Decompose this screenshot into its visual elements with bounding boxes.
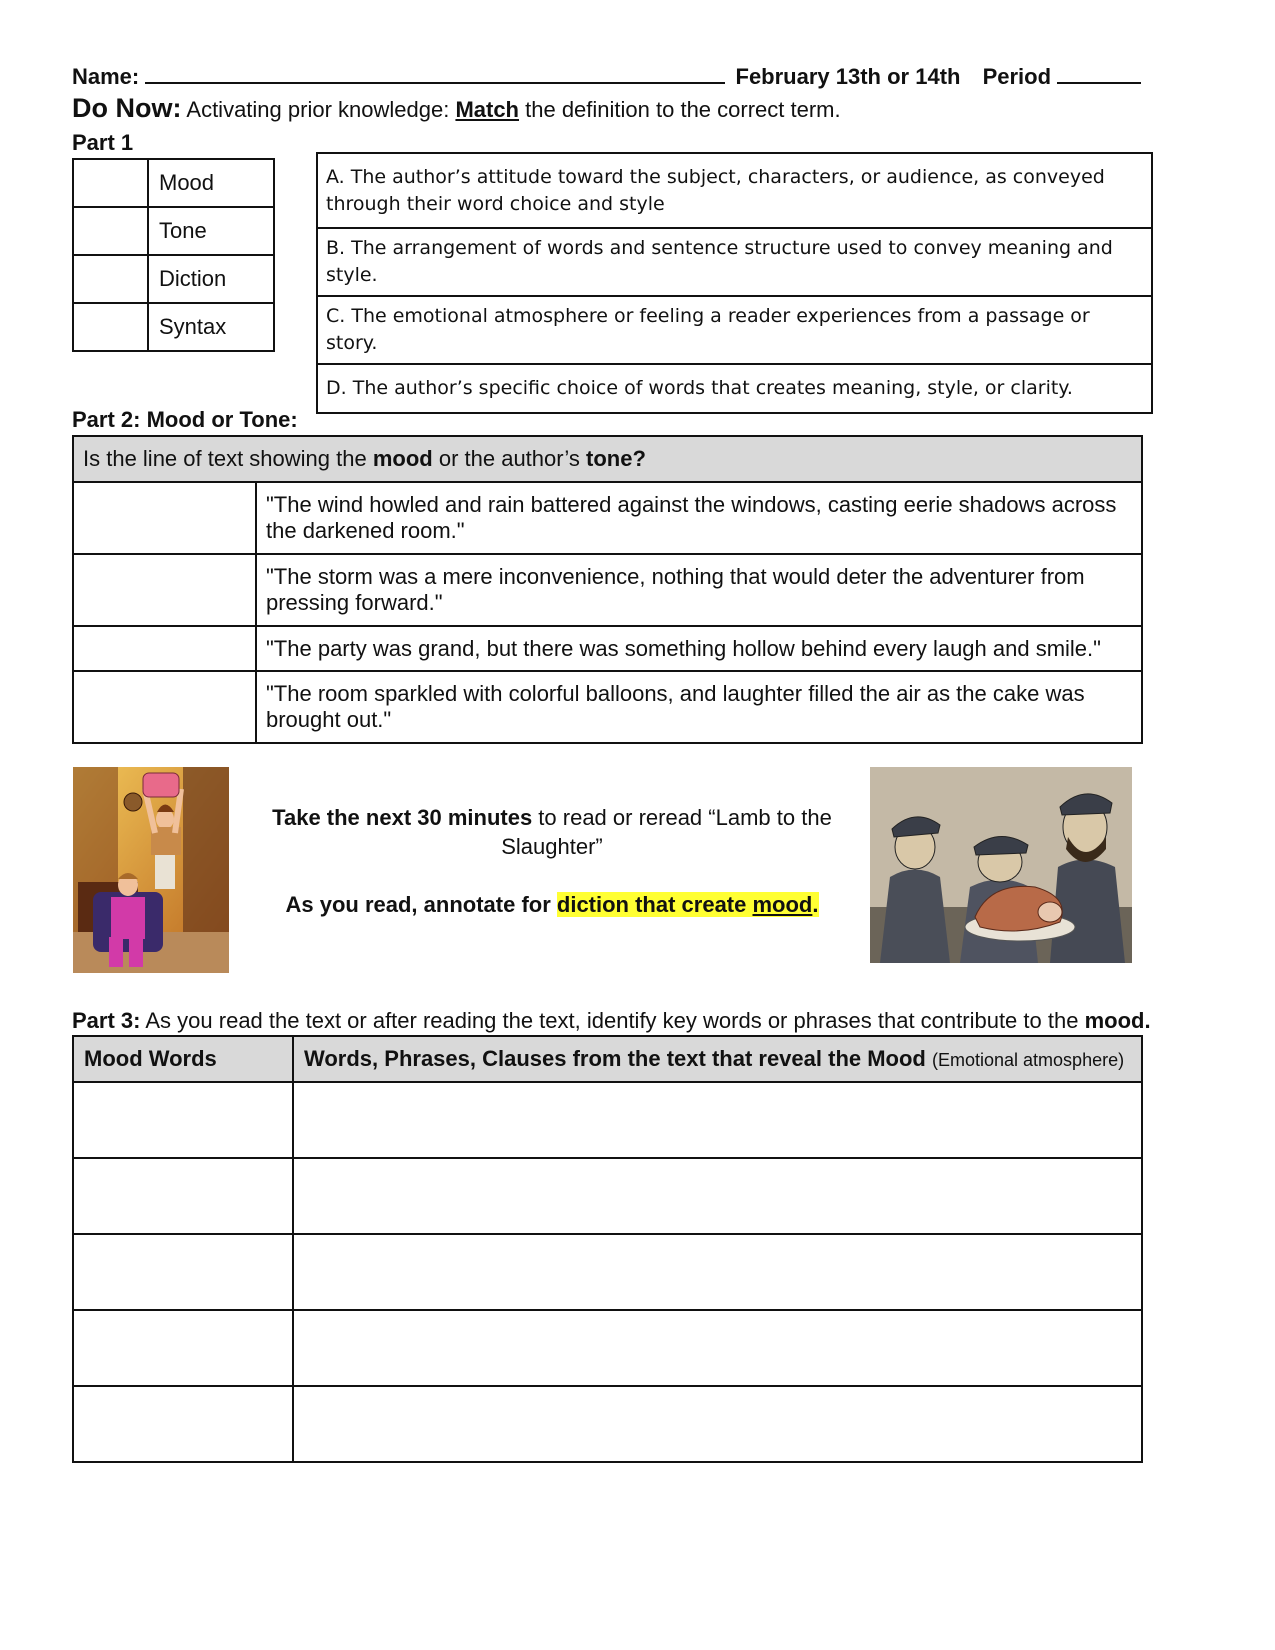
evidence-cell[interactable] <box>293 1082 1142 1158</box>
name-field[interactable] <box>145 64 725 84</box>
evidence-cell[interactable] <box>293 1310 1142 1386</box>
mood-word-cell[interactable] <box>73 1082 293 1158</box>
term-answer-cell[interactable] <box>73 159 148 207</box>
part3-instruction-mood: mood. <box>1084 1008 1151 1033</box>
do-now <box>72 93 841 124</box>
part3-instruction-text: As you read the text or after reading the text, identify key words or phrases that contribute to the <box>140 1008 1085 1033</box>
mood-tone-header <box>73 436 1142 482</box>
do-now-text-after: the definition to the correct term. <box>525 97 841 122</box>
question-text: Is the line of text showing the <box>83 446 373 471</box>
mood-word-cell[interactable] <box>73 1234 293 1310</box>
mood-words-row <box>73 1234 1142 1310</box>
do-now-text-before: Activating prior knowledge: <box>186 97 450 122</box>
highlight-mood: mood <box>752 892 813 917</box>
date-label: February 13th or 14th <box>735 64 961 89</box>
do-now-match: Match <box>455 97 519 122</box>
part3-instruction <box>72 1008 1151 1034</box>
period-field[interactable] <box>1057 64 1141 84</box>
mood-words-row <box>73 1158 1142 1234</box>
mood-tone-row <box>73 671 1142 743</box>
term-cell: Mood <box>148 159 274 207</box>
mood-words-row <box>73 1310 1142 1386</box>
mood-tone-table <box>72 435 1143 744</box>
term-row <box>73 207 274 255</box>
term-row <box>73 159 274 207</box>
illustration-kitchen-scene <box>73 767 229 973</box>
mood-word-cell[interactable] <box>73 1158 293 1234</box>
name-label: Name: <box>72 64 140 89</box>
definition-row <box>317 364 1152 413</box>
definition-cell: C. The emotional atmosphere or feeling a reader experiences from a passage or story. <box>317 296 1152 364</box>
term-row <box>73 255 274 303</box>
header-line <box>72 64 1141 90</box>
do-now-title: Do Now: <box>72 93 182 123</box>
highlight-text: diction that create <box>556 892 753 917</box>
highlight-period: . <box>812 892 819 917</box>
mood-tone-row <box>73 626 1142 671</box>
part3-label: Part 3: <box>72 1008 141 1033</box>
text-line-cell: "The wind howled and rain battered against the windows, casting eerie shadows across the darkened room." <box>256 482 1142 554</box>
part2-label: Part 2: Mood or Tone: <box>72 407 298 432</box>
term-answer-cell[interactable] <box>73 303 148 351</box>
evidence-cell[interactable] <box>293 1386 1142 1462</box>
term-cell: Tone <box>148 207 274 255</box>
evidence-cell[interactable] <box>293 1234 1142 1310</box>
mood-words-table <box>72 1035 1143 1463</box>
annotate-text: As you read, annotate for <box>285 892 557 917</box>
mood-words-header <box>73 1036 1142 1082</box>
evidence-cell[interactable] <box>293 1158 1142 1234</box>
mood-tone-answer-cell[interactable] <box>73 671 256 743</box>
reading-instructions <box>262 803 842 919</box>
mood-tone-question <box>73 436 1142 482</box>
col-mood-words: Mood Words <box>73 1036 293 1082</box>
term-answer-cell[interactable] <box>73 255 148 303</box>
term-row <box>73 303 274 351</box>
reading-title: to read or reread “Lamb to the Slaughter” <box>501 805 832 859</box>
col-words-phrases-label: Words, Phrases, Clauses from the text that reveal the Mood <box>304 1046 926 1071</box>
text-line-cell: "The room sparkled with colorful balloons, and laughter filled the air as the cake was brought out." <box>256 671 1142 743</box>
reading-time: Take the next 30 minutes <box>272 805 533 830</box>
term-cell: Diction <box>148 255 274 303</box>
col-words-phrases-note: (Emotional atmosphere) <box>932 1050 1125 1070</box>
mood-tone-row <box>73 554 1142 626</box>
text-line-cell: "The party was grand, but there was something hollow behind every laugh and smile." <box>256 626 1142 671</box>
mood-tone-answer-cell[interactable] <box>73 626 256 671</box>
term-answer-cell[interactable] <box>73 207 148 255</box>
definition-row <box>317 228 1152 296</box>
terms-table <box>72 158 275 352</box>
question-text: or the author’s <box>432 446 587 471</box>
term-cell: Syntax <box>148 303 274 351</box>
definition-cell: A. The author’s attitude toward the subject, characters, or audience, as conveyed through their word choice and style <box>317 153 1152 228</box>
definition-cell: B. The arrangement of words and sentence structure used to convey meaning and style. <box>317 228 1152 296</box>
mood-words-row <box>73 1082 1142 1158</box>
definitions-table <box>316 152 1153 414</box>
question-tone: tone? <box>586 446 646 471</box>
highlighted-phrase <box>557 892 819 917</box>
mood-word-cell[interactable] <box>73 1386 293 1462</box>
mood-tone-row <box>73 482 1142 554</box>
part1-label: Part 1 <box>72 130 134 155</box>
question-mood: mood <box>372 446 433 471</box>
definition-cell: D. The author’s specific choice of words that creates meaning, style, or clarity. <box>317 364 1152 413</box>
text-line-cell: "The storm was a mere inconvenience, nothing that would deter the adventurer from pressing forward." <box>256 554 1142 626</box>
definition-row <box>317 296 1152 364</box>
reading-line-2 <box>262 890 842 919</box>
mood-tone-answer-cell[interactable] <box>73 554 256 626</box>
col-words-phrases <box>293 1036 1142 1082</box>
period-label: Period <box>982 64 1052 89</box>
mood-word-cell[interactable] <box>73 1310 293 1386</box>
reading-line-1 <box>262 803 842 861</box>
definition-row <box>317 153 1152 228</box>
mood-words-row <box>73 1386 1142 1462</box>
illustration-police-dinner <box>870 767 1132 963</box>
mood-tone-answer-cell[interactable] <box>73 482 256 554</box>
